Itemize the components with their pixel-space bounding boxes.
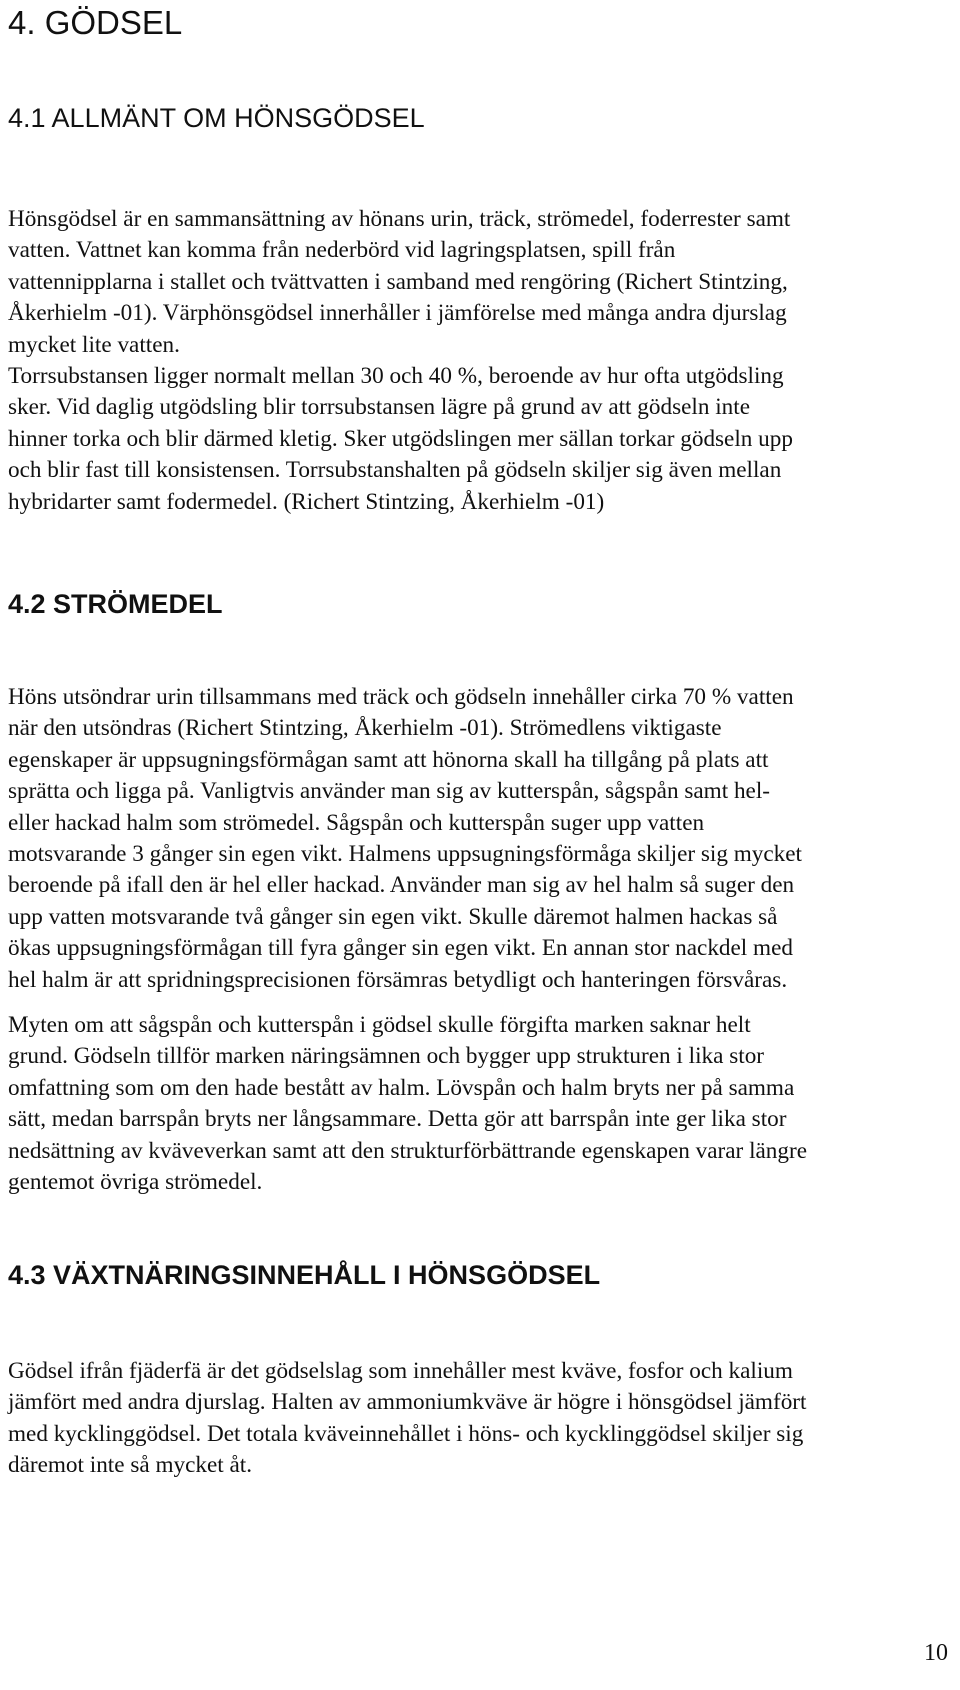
text-line: Åkerhielm -01). Värphönsgödsel innerhåller i jämförelse med många andra djurslag bbox=[8, 300, 787, 327]
text-line: Torrsubstansen ligger normalt mellan 30 och 40 %, beroende av hur ofta utgödsling bbox=[8, 363, 784, 390]
text-line: Höns utsöndrar urin tillsammans med träck och gödseln innehåller cirka 70 % vatten bbox=[8, 684, 794, 710]
text-line: upp vatten motsvarande två gånger sin egen vikt. Skulle däremot halmen hackas så bbox=[8, 903, 778, 930]
text-line: och blir fast till konsistensen. Torrsubstanshalten på gödseln skiljer sig även mellan bbox=[8, 457, 782, 484]
text-line: hinner torka och blir därmed kletig. Sker utgödslingen mer sällan torkar gödseln upp bbox=[8, 425, 793, 452]
text-line: hybridarter samt fodermedel. (Richert Stintzing, Åkerhielm -01) bbox=[8, 488, 605, 515]
text-line: nedsättning av kväveverkan samt att den strukturförbättrande egenskapen varar längre bbox=[8, 1137, 808, 1164]
section-heading-stromedel: 4.2 STRÖMEDEL bbox=[8, 589, 223, 619]
text-line: grund. Gödseln tillför marken näringsämnen och bygger upp strukturen i lika stor bbox=[8, 1043, 765, 1070]
page-number: 10 bbox=[924, 1640, 948, 1666]
text-line: jämfört med andra djurslag. Halten av ammoniumkväve är högre i hönsgödsel jämfört bbox=[8, 1389, 807, 1416]
text-line: sprätta och ligga på. Vanligtvis använder man sig av kutterspån, sågspån samt hel- bbox=[8, 778, 770, 805]
text-line: däremot inte så mycket åt. bbox=[8, 1452, 253, 1479]
text-line: eller hackad halm som strömedel. Sågspån och kutterspån suger upp vatten bbox=[8, 809, 705, 836]
paragraph-vaxtnaring bbox=[8, 1356, 953, 1482]
text-line: vattennipplarna i stallet och tvättvatten i samband med rengöring (Richert Stintzing, bbox=[8, 268, 788, 295]
text-line: sker. Vid daglig utgödsling blir torrsubstansen lägre på grund av att gödseln inte bbox=[8, 394, 750, 421]
text-line: Hönsgödsel är en sammansättning av hönans urin, träck, strömedel, foderrester samt bbox=[8, 206, 791, 232]
text-line: mycket lite vatten. bbox=[8, 331, 180, 358]
text-line: egenskaper är uppsugningsförmågan samt att hönorna skall ha tillgång på plats att bbox=[8, 746, 769, 773]
text-line: Myten om att sågspån och kutterspån i gödsel skulle förgifta marken saknar helt bbox=[8, 1012, 751, 1038]
section-heading-vaxtnaring: 4.3 VÄXTNÄRINGSINNEHÅLL I HÖNSGÖDSEL bbox=[8, 1260, 601, 1290]
paragraph-stromedel-2 bbox=[8, 1010, 953, 1198]
paragraph-stromedel-1 bbox=[8, 682, 953, 996]
text-line: sätt, medan barrspån bryts ner långsammare. Detta gör att barrspån inte ger lika stor bbox=[8, 1106, 787, 1133]
text-line: beroende på ifall den är hel eller hackad. Använder man sig av hel halm så suger den bbox=[8, 872, 795, 899]
chapter-title: 4. GÖDSEL bbox=[8, 4, 183, 41]
text-line: gentemot övriga strömedel. bbox=[8, 1169, 263, 1196]
text-line: vatten. Vattnet kan komma från nederbörd vid lagringsplatsen, spill från bbox=[8, 237, 676, 264]
section-heading-allmant: 4.1 ALLMÄNT OM HÖNSGÖDSEL bbox=[8, 103, 425, 133]
text-line: ökas uppsugningsförmågan till fyra gånger sin egen vikt. En annan stor nackdel med bbox=[8, 935, 793, 962]
text-line: när den utsöndras (Richert Stintzing, Åkerhielm -01). Strömedlens viktigaste bbox=[8, 715, 722, 742]
text-line: Gödsel ifrån fjäderfä är det gödselslag som innehåller mest kväve, fosfor och kalium bbox=[8, 1358, 793, 1384]
text-line: motsvarande 3 gånger sin egen vikt. Halmens uppsugningsförmåga skiljer sig mycket bbox=[8, 841, 803, 868]
text-line: hel halm är att spridningsprecisionen försämras betydligt och hanteringen försvåras. bbox=[8, 966, 788, 993]
paragraph-allmant bbox=[8, 204, 953, 518]
text-line: med kycklinggödsel. Det totala kväveinnehållet i höns- och kycklinggödsel skiljer sig bbox=[8, 1420, 804, 1447]
text-line: omfattning som om den hade bestått av halm. Lövspån och halm bryts ner på samma bbox=[8, 1074, 795, 1101]
